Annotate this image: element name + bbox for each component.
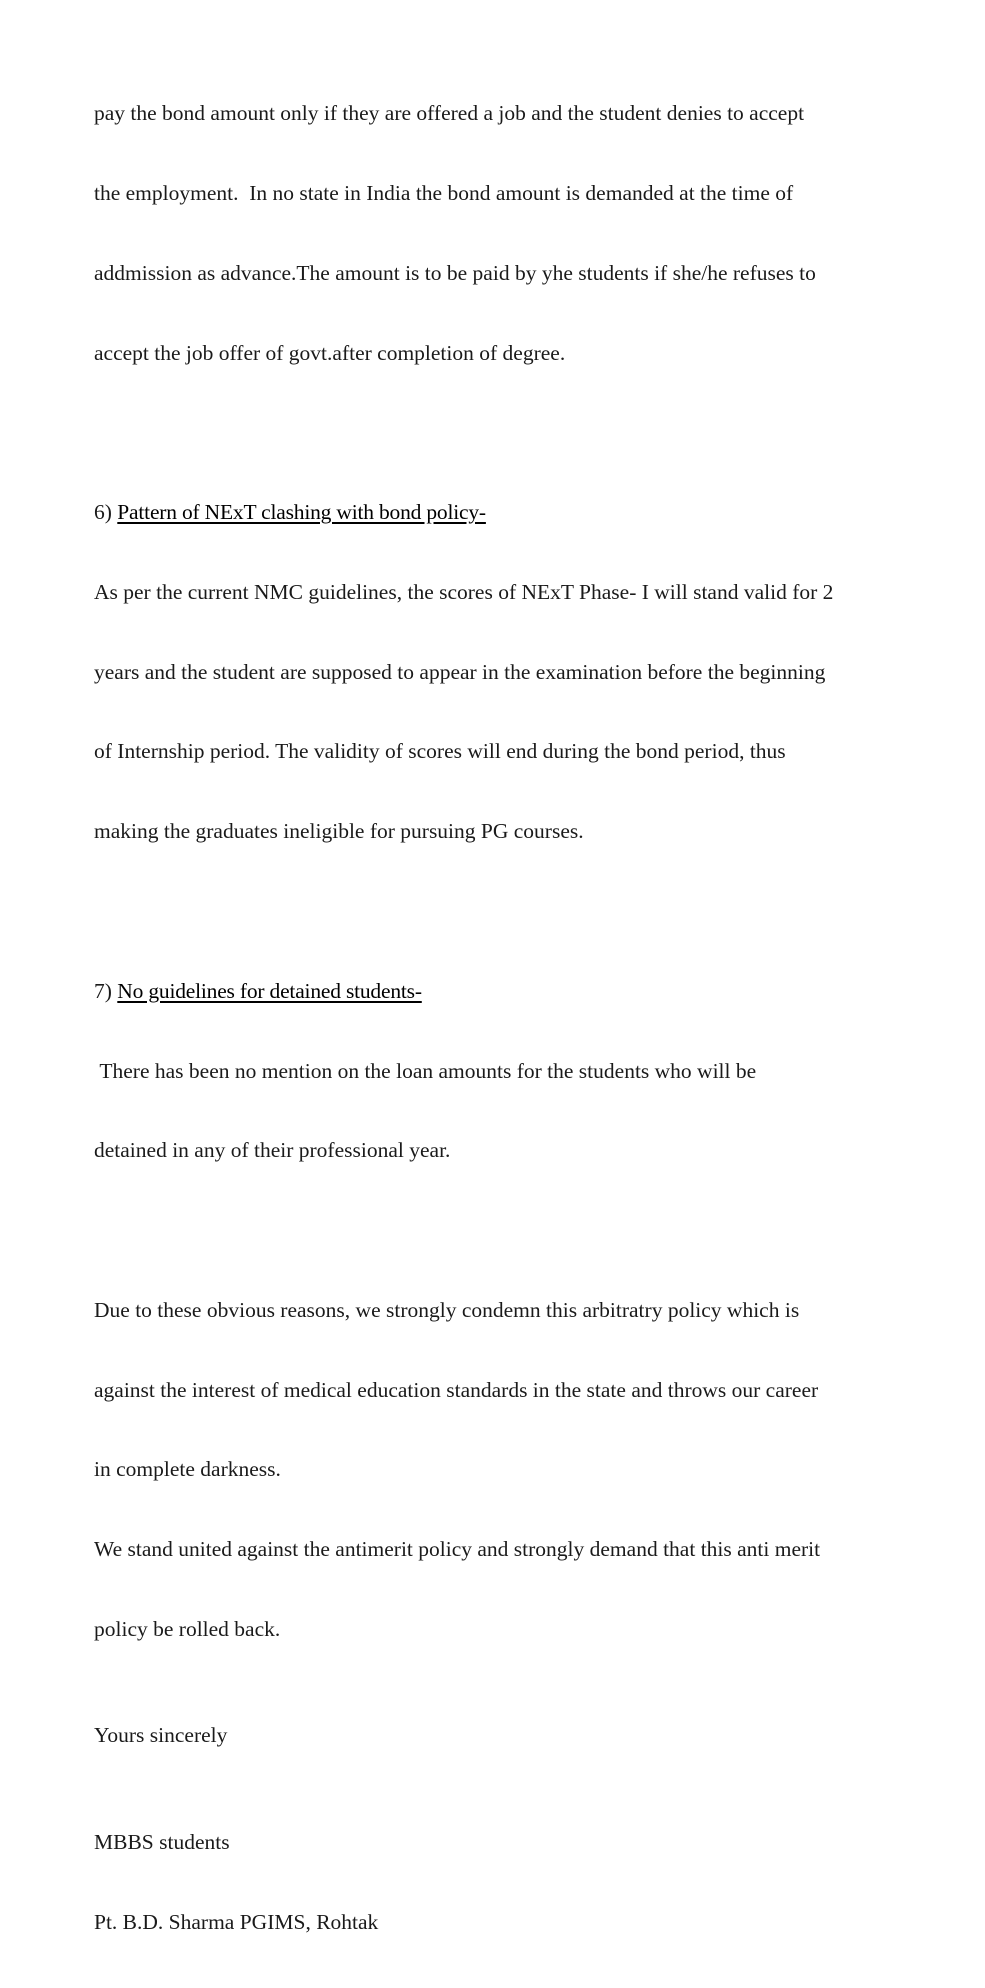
section-6 bbox=[94, 446, 914, 898]
text-line: policy be rolled back. bbox=[94, 1617, 281, 1642]
document-page bbox=[94, 47, 914, 1988]
conclusion-paragraph bbox=[94, 1244, 914, 1696]
text-line: in complete darkness. bbox=[94, 1457, 281, 1482]
spacer bbox=[94, 1217, 914, 1244]
spacer bbox=[94, 1696, 914, 1723]
signatory: MBBS students bbox=[94, 1829, 230, 1854]
text-line: addmission as advance.The amount is to be paid by yhe students if she/he refuses to bbox=[94, 260, 816, 285]
section-7-heading bbox=[94, 978, 914, 1005]
text-line: the employment. In no state in India the bond amount is demanded at the time of bbox=[94, 180, 794, 205]
institution: Pt. B.D. Sharma PGIMS, Rohtak bbox=[94, 1909, 379, 1934]
section-7-title: No guidelines for detained students- bbox=[117, 978, 422, 1003]
text-line: of Internship period. The validity of scores will end during the bond period, thus bbox=[94, 739, 786, 764]
text-line: years and the student are supposed to appear in the examination before the beginning bbox=[94, 659, 826, 684]
text-line: making the graduates ineligible for pursuing PG courses. bbox=[94, 819, 584, 844]
section-6-title: Pattern of NExT clashing with bond policy- bbox=[117, 500, 486, 525]
section-7-number: 7) bbox=[94, 978, 118, 1003]
section-6-number: 6) bbox=[94, 500, 118, 525]
signature-block bbox=[94, 1776, 914, 1988]
spacer bbox=[94, 898, 914, 925]
text-line: We stand united against the antimerit policy and strongly demand that this anti merit bbox=[94, 1537, 821, 1562]
text-line: against the interest of medical education standards in the state and throws our career bbox=[94, 1377, 819, 1402]
text-line: accept the job offer of govt.after completion of degree. bbox=[94, 340, 566, 365]
text-line: There has been no mention on the loan amounts for the students who will be bbox=[94, 1058, 757, 1083]
salutation: Yours sincerely bbox=[94, 1723, 228, 1748]
section-7 bbox=[94, 925, 914, 1218]
text-line: detained in any of their professional year. bbox=[94, 1138, 451, 1163]
text-line: As per the current NMC guidelines, the scores of NExT Phase- I will stand valid for 2 bbox=[94, 579, 834, 604]
text-line: Due to these obvious reasons, we strongly condemn this arbitratry policy which is bbox=[94, 1297, 800, 1322]
spacer bbox=[94, 419, 914, 446]
text-line: pay the bond amount only if they are offered a job and the student denies to accept bbox=[94, 101, 805, 126]
spacer bbox=[94, 1749, 914, 1776]
paragraph-intro bbox=[94, 47, 914, 419]
section-6-heading bbox=[94, 499, 914, 526]
